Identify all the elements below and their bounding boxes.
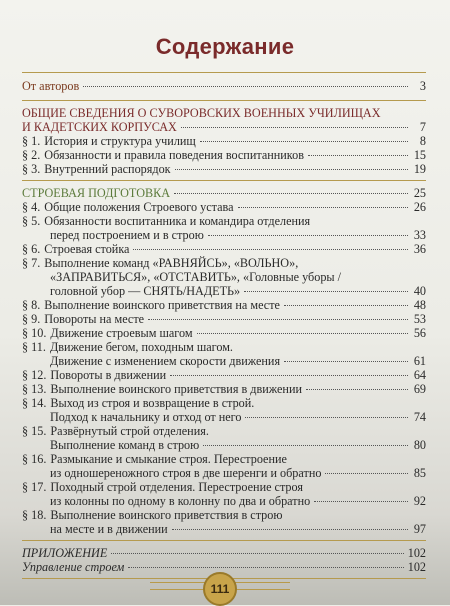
dot-leader bbox=[208, 235, 408, 236]
toc-entry-line bbox=[22, 79, 426, 93]
toc-entry-line bbox=[22, 438, 426, 452]
dot-leader bbox=[306, 389, 408, 390]
dot-leader bbox=[148, 319, 408, 320]
page-ref: 40 bbox=[413, 284, 426, 298]
dot-leader bbox=[200, 141, 408, 142]
entry-title: Управление строем bbox=[22, 560, 125, 574]
dot-leader bbox=[314, 501, 408, 502]
toc-entry[interactable] bbox=[22, 312, 426, 326]
page-ref: 56 bbox=[413, 326, 426, 340]
entry-title: «ЗАПРАВИТЬСЯ», «ОТСТАВИТЬ», «Головные уборы / bbox=[50, 270, 342, 284]
toc-entry-line bbox=[22, 546, 426, 560]
toc-entry-line bbox=[22, 270, 426, 284]
entry-title: Движение бегом, походным шагом. bbox=[49, 340, 233, 354]
section-number: § 1. bbox=[22, 134, 41, 148]
page-ref: 26 bbox=[413, 200, 426, 214]
toc-entry[interactable] bbox=[22, 508, 426, 536]
dot-leader bbox=[245, 417, 408, 418]
page-ref: 102 bbox=[407, 560, 426, 574]
section-number: § 5. bbox=[22, 214, 41, 228]
dot-leader bbox=[172, 529, 408, 530]
dot-leader bbox=[133, 249, 408, 250]
entry-title: От авторов bbox=[22, 79, 80, 93]
entry-title: Выполнение воинского приветствия на месте bbox=[44, 298, 280, 312]
section-number: § 6. bbox=[22, 242, 41, 256]
toc-section-general bbox=[22, 101, 426, 180]
toc-section-drill bbox=[22, 181, 426, 540]
toc-entry[interactable] bbox=[22, 200, 426, 214]
entry-title: Выполнение команд «РАВНЯЙСЬ», «ВОЛЬНО», bbox=[44, 256, 299, 270]
section-number: § 12. bbox=[22, 368, 47, 382]
toc-entry-line bbox=[22, 340, 426, 354]
entry-title: Движение строевым шагом bbox=[50, 326, 193, 340]
entry-title: История и структура училищ bbox=[44, 134, 196, 148]
entry-title: Внутренний распорядок bbox=[44, 162, 171, 176]
page-ref: 74 bbox=[413, 410, 426, 424]
toc-entry-line bbox=[22, 396, 426, 410]
toc-entry[interactable] bbox=[22, 546, 426, 560]
page-ref: 15 bbox=[413, 148, 426, 162]
dot-leader bbox=[170, 375, 408, 376]
page-ref: 7 bbox=[419, 120, 426, 134]
dot-leader bbox=[83, 86, 408, 87]
toc-entry[interactable] bbox=[22, 368, 426, 382]
entry-title: Повороты на месте bbox=[44, 312, 145, 326]
dot-leader bbox=[284, 305, 408, 306]
toc-entry[interactable] bbox=[22, 326, 426, 340]
page-ref: 92 bbox=[413, 494, 426, 508]
toc-entry-line bbox=[22, 410, 426, 424]
entry-title: на месте и в движении bbox=[50, 522, 168, 536]
section-number: § 8. bbox=[22, 298, 41, 312]
toc-entry[interactable] bbox=[22, 480, 426, 508]
entry-title: Выполнение команд в строю bbox=[50, 438, 200, 452]
toc-entry-line bbox=[22, 284, 426, 298]
toc-entry[interactable] bbox=[22, 148, 426, 162]
toc-entry[interactable] bbox=[22, 79, 426, 93]
entry-title: ПРИЛОЖЕНИЕ bbox=[22, 546, 108, 560]
toc-entry-line bbox=[22, 106, 426, 120]
toc-entry-line bbox=[22, 134, 426, 148]
toc-entry[interactable] bbox=[22, 424, 426, 452]
entry-title: Развёрнутый строй отделения. bbox=[50, 424, 209, 438]
toc-entry[interactable] bbox=[22, 396, 426, 424]
entry-title: Общие положения Строевого устава bbox=[44, 200, 234, 214]
entry-title: Движение с изменением скорости движения bbox=[50, 354, 281, 368]
entry-title: Обязанности воспитанника и командира отделения bbox=[44, 214, 311, 228]
page-ref: 97 bbox=[413, 522, 426, 536]
toc-entry[interactable] bbox=[22, 186, 426, 200]
entry-title: Выполнение воинского приветствия в движении bbox=[50, 382, 302, 396]
entry-title: Походный строй отделения. Перестроение строя bbox=[50, 480, 303, 494]
toc-entry-line bbox=[22, 214, 426, 228]
page-ref: 48 bbox=[413, 298, 426, 312]
toc-entry-line bbox=[22, 466, 426, 480]
section-number: § 3. bbox=[22, 162, 41, 176]
section-number: § 10. bbox=[22, 326, 47, 340]
page-ref: 61 bbox=[413, 354, 426, 368]
toc-entry-line bbox=[22, 200, 426, 214]
dot-leader bbox=[128, 567, 403, 568]
toc-entry-line bbox=[22, 186, 426, 200]
entry-title: головной убор — СНЯТЬ/НАДЕТЬ» bbox=[50, 284, 241, 298]
section-number: § 14. bbox=[22, 396, 47, 410]
page-ref: 25 bbox=[413, 186, 426, 200]
toc-section-authors bbox=[22, 73, 426, 100]
toc-entry[interactable] bbox=[22, 256, 426, 298]
toc-entry[interactable] bbox=[22, 298, 426, 312]
entry-title: Повороты в движении bbox=[50, 368, 167, 382]
toc-entry[interactable] bbox=[22, 452, 426, 480]
toc-entry-line bbox=[22, 298, 426, 312]
page-ref: 85 bbox=[413, 466, 426, 480]
dot-leader bbox=[197, 333, 408, 334]
page-ref: 8 bbox=[419, 134, 426, 148]
page-ref: 102 bbox=[407, 546, 426, 560]
toc-entry-line bbox=[22, 452, 426, 466]
entry-title: из одношереножного строя в две шеренги и обратно bbox=[50, 466, 322, 480]
page-ref: 3 bbox=[419, 79, 426, 93]
dot-leader bbox=[175, 169, 408, 170]
toc-entry-line bbox=[22, 326, 426, 340]
section-number: § 9. bbox=[22, 312, 41, 326]
toc-entry[interactable] bbox=[22, 162, 426, 176]
page-title: Содержание bbox=[155, 34, 295, 59]
page-number: 111 bbox=[203, 572, 237, 606]
section-number: § 2. bbox=[22, 148, 41, 162]
toc-entry[interactable] bbox=[22, 214, 426, 242]
entry-title: ОБЩИЕ СВЕДЕНИЯ О СУВОРОВСКИХ ВОЕННЫХ УЧИЛИЩАХ bbox=[22, 106, 381, 120]
section-number: § 13. bbox=[22, 382, 47, 396]
dot-leader bbox=[308, 155, 408, 156]
entry-title: из колонны по одному в колонну по два и обратно bbox=[50, 494, 311, 508]
entry-title: Обязанности и правила поведения воспитанников bbox=[44, 148, 304, 162]
entry-title: Выход из строя и возвращение в строй. bbox=[50, 396, 255, 410]
page-ref: 69 bbox=[413, 382, 426, 396]
toc-entry[interactable] bbox=[22, 382, 426, 396]
dot-leader bbox=[181, 127, 408, 128]
dot-leader bbox=[238, 207, 408, 208]
dot-leader bbox=[111, 553, 403, 554]
toc-entry-line bbox=[22, 120, 426, 134]
section-number: § 18. bbox=[22, 508, 47, 522]
toc-entry-line bbox=[22, 494, 426, 508]
toc-entry-line bbox=[22, 256, 426, 270]
toc-entry-line bbox=[22, 242, 426, 256]
section-number: § 17. bbox=[22, 480, 47, 494]
entry-title: Размыкание и смыкание строя. Перестроение bbox=[50, 452, 287, 466]
page-ref: 33 bbox=[413, 228, 426, 242]
entry-title: Строевая стойка bbox=[44, 242, 130, 256]
section-number: § 11. bbox=[22, 340, 46, 354]
toc-entry-line bbox=[22, 228, 426, 242]
toc-entry[interactable] bbox=[22, 242, 426, 256]
page-ref: 36 bbox=[413, 242, 426, 256]
entry-title: И КАДЕТСКИХ КОРПУСАХ bbox=[22, 120, 177, 134]
dot-leader bbox=[174, 193, 408, 194]
section-number: § 15. bbox=[22, 424, 47, 438]
section-number: § 16. bbox=[22, 452, 47, 466]
toc-entry-line bbox=[22, 368, 426, 382]
toc-entry[interactable] bbox=[22, 134, 426, 148]
toc-entry-line bbox=[22, 522, 426, 536]
toc-entry[interactable] bbox=[22, 340, 426, 368]
table-of-contents bbox=[22, 72, 426, 579]
entry-title: перед построением и в строю bbox=[50, 228, 204, 242]
entry-title: СТРОЕВАЯ ПОДГОТОВКА bbox=[22, 186, 171, 200]
toc-entry-line bbox=[22, 508, 426, 522]
toc-entry-line bbox=[22, 162, 426, 176]
toc-entry-line bbox=[22, 382, 426, 396]
page-ref: 19 bbox=[413, 162, 426, 176]
section-number: § 7. bbox=[22, 256, 41, 270]
toc-entry-line bbox=[22, 354, 426, 368]
page-ref: 80 bbox=[413, 438, 426, 452]
dot-leader bbox=[203, 445, 408, 446]
toc-entry-line bbox=[22, 424, 426, 438]
toc-entry-line bbox=[22, 312, 426, 326]
dot-leader bbox=[244, 291, 408, 292]
toc-entry-line bbox=[22, 148, 426, 162]
page-ref: 53 bbox=[413, 312, 426, 326]
page-ref: 64 bbox=[413, 368, 426, 382]
entry-title: Выполнение воинского приветствия в строю bbox=[50, 508, 283, 522]
dot-leader bbox=[284, 361, 408, 362]
entry-title: Подход к начальнику и отход от него bbox=[50, 410, 242, 424]
section-number: § 4. bbox=[22, 200, 41, 214]
dot-leader bbox=[325, 473, 408, 474]
toc-entry[interactable] bbox=[22, 106, 426, 134]
toc-entry-line bbox=[22, 480, 426, 494]
